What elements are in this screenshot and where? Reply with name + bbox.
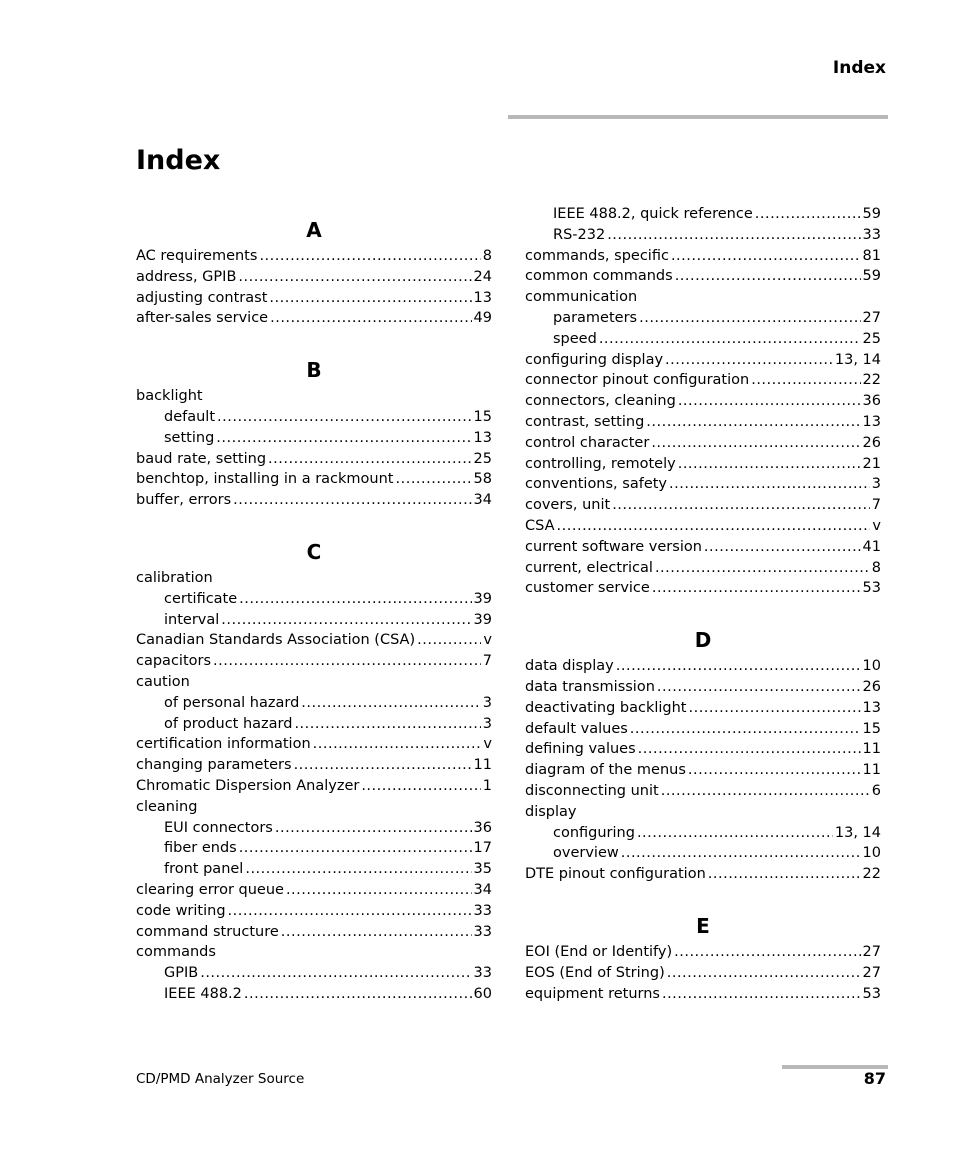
index-entry (136, 776, 492, 797)
index-page-number: 27 (862, 943, 881, 960)
index-page-number: 27 (862, 309, 881, 326)
index-term: configuring (553, 824, 635, 841)
index-letter-heading: B (306, 358, 322, 383)
index-term: display (525, 803, 577, 820)
index-subentry (136, 963, 492, 984)
dot-leader (665, 350, 833, 371)
index-entry (525, 495, 881, 516)
index-entry (136, 449, 492, 470)
index-subentry (136, 859, 492, 880)
footer-document-title: CD/PMD Analyzer Source (136, 1071, 305, 1087)
index-term: speed (553, 330, 597, 347)
index-entry (136, 797, 492, 818)
dot-leader (678, 454, 861, 475)
dot-leader (313, 734, 482, 755)
dot-leader (652, 578, 861, 599)
dot-leader (238, 267, 471, 288)
footer-page-number: 87 (863, 1069, 886, 1088)
dot-leader (228, 901, 472, 922)
index-subentry (525, 329, 881, 350)
index-entry (525, 984, 881, 1005)
dot-leader (294, 755, 472, 776)
dot-leader (671, 246, 861, 267)
index-page-number: 58 (473, 471, 492, 488)
index-letter-heading: E (696, 913, 710, 938)
index-term: common commands (525, 268, 673, 285)
index-entry (525, 760, 881, 781)
dot-leader (286, 880, 472, 901)
index-subentry (525, 204, 881, 225)
index-term: commands, specific (525, 247, 669, 264)
dot-leader (646, 412, 860, 433)
index-subentry (136, 428, 492, 449)
index-entry (525, 412, 881, 433)
index-page-number: 26 (862, 678, 881, 695)
index-page-number: 3 (482, 715, 492, 732)
index-subentry (525, 843, 881, 864)
index-page-number: v (872, 517, 881, 534)
index-page-number: v (483, 736, 492, 753)
index-entry (136, 267, 492, 288)
index-entry (525, 942, 881, 963)
index-term: data display (525, 658, 614, 675)
index-page-number: 13 (862, 413, 881, 430)
dot-leader (294, 714, 480, 735)
index-page-number: 36 (862, 393, 881, 410)
index-term: EOI (End or Identify) (525, 943, 673, 960)
index-entry (136, 246, 492, 267)
index-page-number: 11 (473, 757, 492, 774)
dot-leader (612, 495, 870, 516)
dot-leader (361, 776, 480, 797)
index-term: benchtop, installing in a rackmount (136, 471, 394, 488)
dot-leader (417, 630, 481, 651)
index-subentry (136, 589, 492, 610)
index-subentry (136, 714, 492, 735)
index-page-number: 15 (862, 720, 881, 737)
index-term: Chromatic Dispersion Analyzer (136, 777, 360, 794)
dot-leader (662, 984, 861, 1005)
index-term: connector pinout configuration (525, 372, 750, 389)
dot-leader (708, 864, 861, 885)
index-page-number: 22 (862, 372, 881, 389)
index-subentry (136, 407, 492, 428)
index-page-number: 13 (862, 699, 881, 716)
index-term: address, GPIB (136, 268, 237, 285)
index-subentry (525, 308, 881, 329)
dot-leader (233, 490, 471, 511)
dot-leader (217, 407, 472, 428)
index-subentry (136, 610, 492, 631)
index-entry (136, 942, 492, 963)
index-term: front panel (164, 861, 244, 878)
index-page-number: 11 (862, 762, 881, 779)
index-page-number: 7 (871, 497, 881, 514)
index-term: conventions, safety (525, 476, 668, 493)
index-term: controlling, remotely (525, 455, 676, 472)
index-entry (525, 802, 881, 823)
index-term: contrast, setting (525, 413, 645, 430)
index-term: current software version (525, 538, 702, 555)
index-page-number: 53 (862, 985, 881, 1002)
index-page-number: 33 (473, 902, 492, 919)
index-term: connectors, cleaning (525, 393, 676, 410)
index-letter-heading: C (306, 539, 322, 564)
index-term: current, electrical (525, 559, 653, 576)
index-term: equipment returns (525, 985, 660, 1002)
index-term: capacitors (136, 653, 212, 670)
index-term: clearing error queue (136, 881, 284, 898)
index-subentry (136, 838, 492, 859)
index-page-number: 13, 14 (834, 351, 881, 368)
page-title: Index (136, 145, 221, 176)
index-entry (525, 266, 881, 287)
dot-leader (675, 266, 861, 287)
index-subentry (525, 225, 881, 246)
index-entry (136, 308, 492, 329)
index-term: EOS (End of String) (525, 964, 665, 981)
dot-leader (259, 246, 480, 267)
dot-leader (270, 308, 471, 329)
index-entry (525, 391, 881, 412)
index-term: control character (525, 434, 650, 451)
index-term: disconnecting unit (525, 782, 659, 799)
dot-leader (678, 391, 861, 412)
index-subentry (136, 693, 492, 714)
index-term: fiber ends (164, 840, 237, 857)
index-entry (525, 558, 881, 579)
index-term: defining values (525, 741, 636, 758)
index-entry (136, 288, 492, 309)
index-term: Canadian Standards Association (CSA) (136, 632, 416, 649)
dot-leader (239, 589, 471, 610)
index-entry (525, 963, 881, 984)
index-term: setting (164, 429, 215, 446)
running-header-title: Index (832, 58, 886, 78)
index-term: of personal hazard (164, 694, 300, 711)
index-entry (525, 698, 881, 719)
index-page-number: 49 (473, 310, 492, 327)
index-letter-heading: D (694, 628, 712, 653)
index-entry (525, 739, 881, 760)
index-column-left (136, 214, 492, 1005)
index-page-number: 15 (473, 408, 492, 425)
dot-leader (213, 651, 481, 672)
index-page-number: 10 (862, 845, 881, 862)
dot-leader (667, 963, 861, 984)
index-page-number: 17 (473, 840, 492, 857)
index-term: default (164, 408, 216, 425)
index-term: command structure (136, 923, 279, 940)
index-term: EUI connectors (164, 819, 273, 836)
index-page-number: 13 (473, 289, 492, 306)
index-term: CSA (525, 517, 555, 534)
index-entry (525, 433, 881, 454)
index-page-number: 11 (862, 741, 881, 758)
dot-leader (216, 428, 471, 449)
index-entry (136, 672, 492, 693)
index-term: data transmission (525, 678, 655, 695)
index-term: IEEE 488.2, quick reference (553, 206, 753, 222)
index-entry (525, 287, 881, 308)
index-page-number: 33 (473, 965, 492, 982)
index-entry (136, 922, 492, 943)
dot-leader (688, 698, 860, 719)
index-page-number: 25 (473, 450, 492, 467)
dot-leader (638, 739, 861, 760)
dot-leader (396, 469, 472, 490)
index-page-number: 22 (862, 866, 881, 883)
index-term: deactivating backlight (525, 699, 687, 716)
index-term: buffer, errors (136, 492, 232, 509)
index-entry (136, 901, 492, 922)
index-entry (136, 880, 492, 901)
dot-leader (607, 225, 860, 246)
index-page-number: 13, 14 (834, 824, 881, 841)
index-entry (136, 568, 492, 589)
index-term: GPIB (164, 965, 199, 982)
index-entry (525, 474, 881, 495)
index-entry (136, 386, 492, 407)
index-entry (136, 490, 492, 511)
index-entry (136, 469, 492, 490)
index-subentry (525, 823, 881, 844)
index-page-number: 27 (862, 964, 881, 981)
index-page-number: 53 (862, 580, 881, 597)
dot-leader (275, 818, 472, 839)
index-page-number: 13 (473, 429, 492, 446)
dot-leader (268, 449, 472, 470)
index-term: parameters (553, 309, 638, 326)
index-page-number: 3 (871, 476, 881, 493)
index-page-number: 6 (871, 782, 881, 799)
index-term: changing parameters (136, 757, 292, 774)
index-page-number: 34 (473, 492, 492, 509)
dot-leader (557, 516, 871, 537)
dot-leader (751, 370, 860, 391)
dot-leader (599, 329, 861, 350)
index-term: IEEE 488.2 (164, 985, 242, 1002)
index-term: certification information (136, 736, 311, 753)
dot-leader (616, 656, 861, 677)
dot-leader (200, 963, 471, 984)
index-entry (136, 734, 492, 755)
index-entry (525, 677, 881, 698)
index-entry (525, 350, 881, 371)
index-entry (525, 781, 881, 802)
index-page-number: 33 (862, 226, 881, 243)
index-term: configuring display (525, 351, 664, 368)
index-page-number: v (483, 632, 492, 649)
index-entry (525, 656, 881, 677)
dot-leader (637, 823, 833, 844)
dot-leader (245, 859, 471, 880)
dot-leader (688, 760, 861, 781)
index-page-number: 59 (862, 268, 881, 285)
index-subentry (136, 984, 492, 1005)
dot-leader (674, 942, 860, 963)
index-term: calibration (136, 569, 213, 586)
index-page-number: 34 (473, 881, 492, 898)
index-term: certificate (164, 590, 238, 607)
index-entry (525, 246, 881, 267)
index-page-number: 3 (482, 694, 492, 711)
index-term: commands (136, 944, 216, 961)
index-entry (136, 630, 492, 651)
dot-leader (655, 558, 870, 579)
index-page-number: 59 (862, 206, 881, 222)
index-entry (136, 651, 492, 672)
index-page-number: 39 (473, 590, 492, 607)
index-entry (525, 370, 881, 391)
index-page-number: 21 (862, 455, 881, 472)
dot-leader (651, 433, 860, 454)
dot-leader (244, 984, 472, 1005)
dot-leader (621, 843, 861, 864)
index-subentry (136, 818, 492, 839)
index-page-number: 8 (482, 248, 492, 264)
dot-leader (661, 781, 870, 802)
dot-leader (704, 537, 861, 558)
index-entry (525, 516, 881, 537)
index-page-number: 8 (871, 559, 881, 576)
dot-leader (239, 838, 472, 859)
index-entry (525, 864, 881, 885)
index-term: interval (164, 611, 220, 628)
index-page-number: 39 (473, 611, 492, 628)
index-page-number: 7 (482, 653, 492, 670)
header-rule (508, 115, 888, 119)
index-page-number: 25 (862, 330, 881, 347)
index-term: adjusting contrast (136, 289, 268, 306)
index-term: code writing (136, 902, 226, 919)
index-term: baud rate, setting (136, 450, 267, 467)
index-term: overview (553, 845, 619, 862)
index-page-number: 81 (862, 247, 881, 264)
dot-leader (281, 922, 472, 943)
index-entry (525, 578, 881, 599)
index-page-number: 33 (473, 923, 492, 940)
dot-leader (639, 308, 860, 329)
index-term: RS-232 (553, 226, 606, 243)
index-page-number: 26 (862, 434, 881, 451)
index-page-number: 1 (482, 777, 492, 794)
index-term: covers, unit (525, 497, 611, 514)
index-term: customer service (525, 580, 650, 597)
dot-leader (301, 693, 480, 714)
dot-leader (269, 288, 471, 309)
index-page-number: 36 (473, 819, 492, 836)
index-term: of product hazard (164, 715, 293, 732)
index-page-number: 41 (862, 538, 881, 555)
index-entry (525, 719, 881, 740)
index-term: default values (525, 720, 628, 737)
index-term: diagram of the menus (525, 762, 686, 779)
index-page-number: 24 (473, 268, 492, 285)
dot-leader (669, 474, 870, 495)
dot-leader (221, 610, 471, 631)
index-term: communication (525, 289, 638, 306)
dot-leader (657, 677, 861, 698)
index-page-number: 10 (862, 658, 881, 675)
index-entry (525, 537, 881, 558)
index-term: backlight (136, 388, 203, 405)
dot-leader (755, 204, 861, 225)
index-letter-heading: A (306, 218, 322, 242)
index-entry (136, 755, 492, 776)
index-page-number: 35 (473, 861, 492, 878)
index-entry (525, 454, 881, 475)
index-term: cleaning (136, 798, 198, 815)
index-term: after-sales service (136, 310, 269, 327)
index-term: DTE pinout configuration (525, 866, 706, 883)
index-column-right (525, 204, 881, 1004)
index-term: caution (136, 673, 190, 690)
index-term: AC requirements (136, 248, 258, 264)
index-page-number: 60 (473, 985, 492, 1002)
dot-leader (630, 719, 861, 740)
